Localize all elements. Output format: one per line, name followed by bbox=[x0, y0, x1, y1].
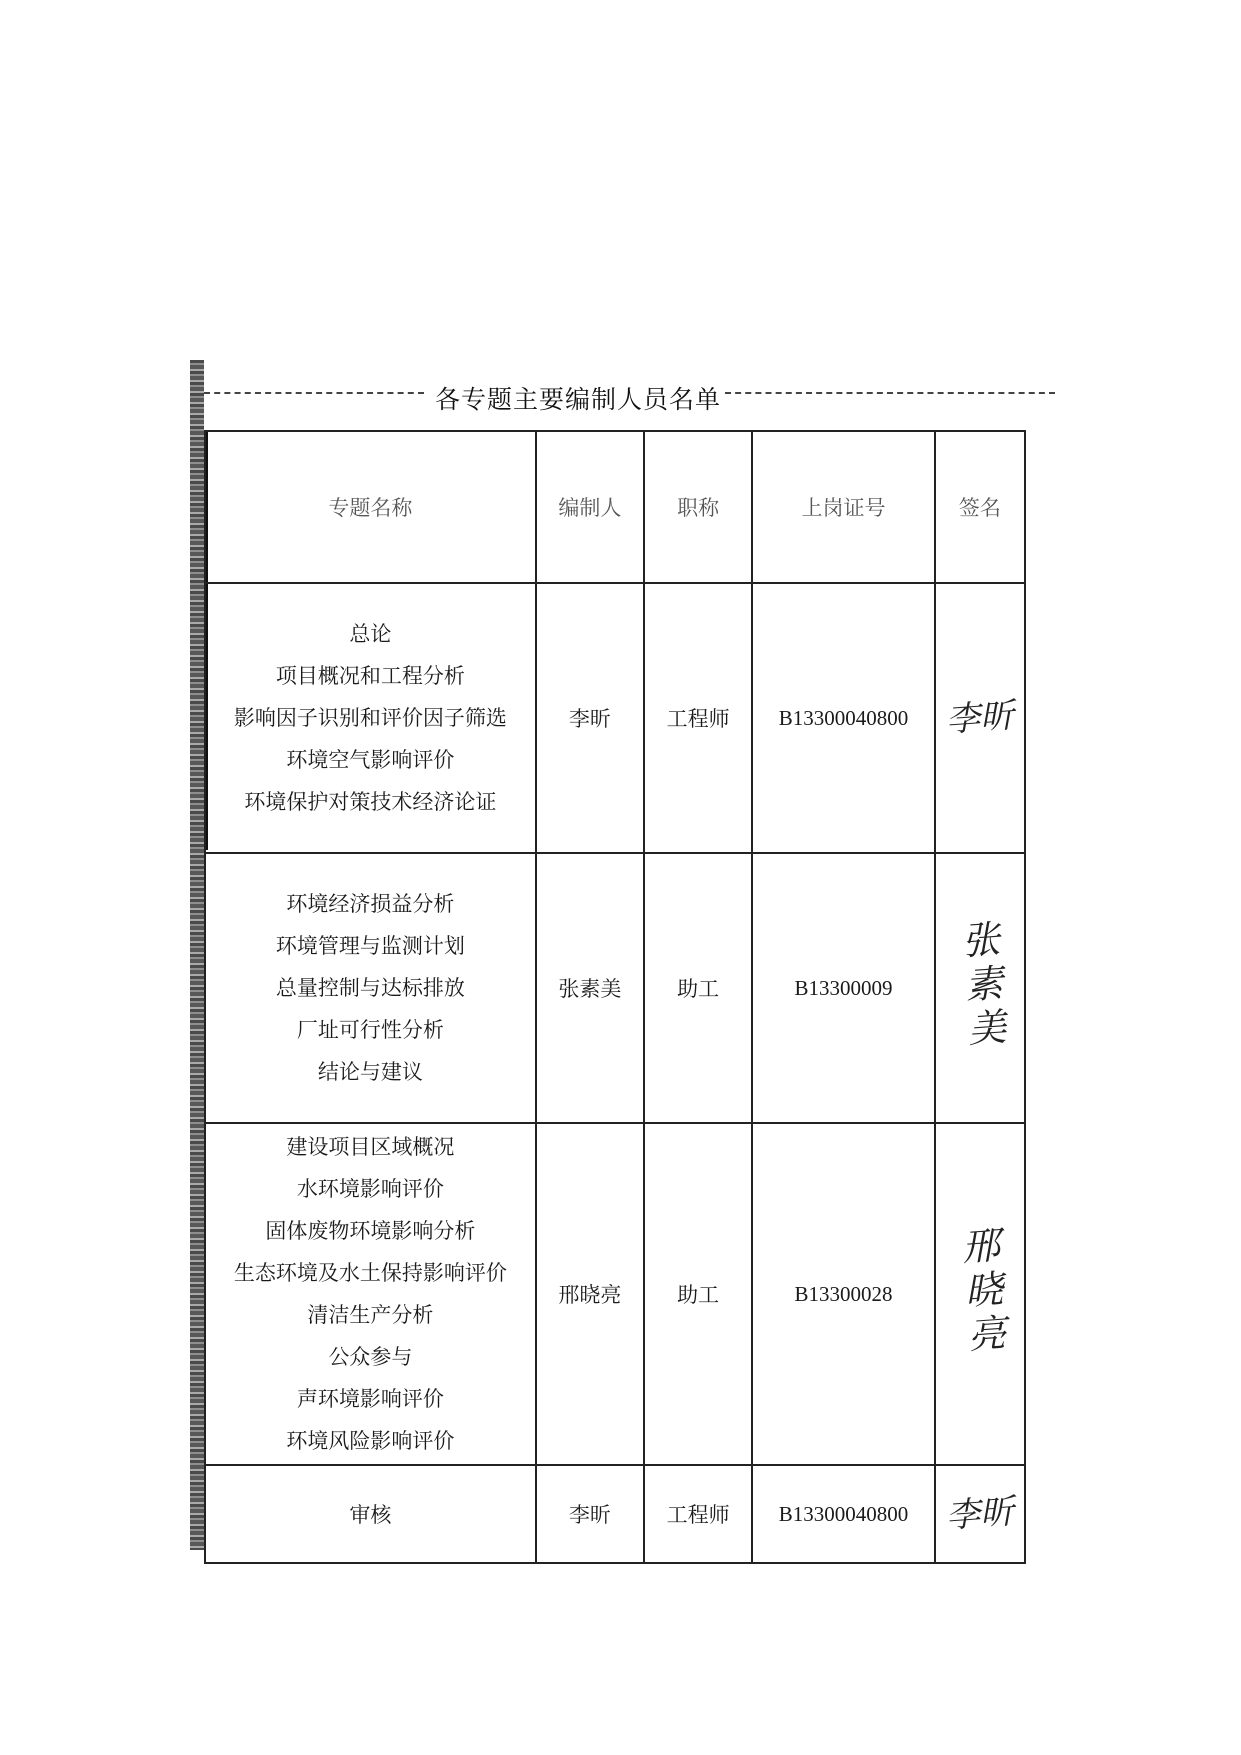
signature-cell bbox=[935, 853, 1025, 1123]
handwritten-signature: 张素美 bbox=[954, 918, 1008, 1053]
topic-item: 生态环境及水土保持影响评价 bbox=[233, 1261, 507, 1285]
topic-list bbox=[206, 1126, 535, 1462]
table-header-row bbox=[205, 431, 1025, 583]
scan-edge-mark bbox=[190, 360, 204, 1550]
header-author: 编制人 bbox=[536, 431, 644, 583]
header-title: 职称 bbox=[644, 431, 752, 583]
title-cell: 助工 bbox=[644, 1123, 752, 1465]
topic-item: 环境管理与监测计划 bbox=[275, 934, 465, 958]
title-rule-left bbox=[204, 392, 424, 394]
topic-item: 环境保护对策技术经济论证 bbox=[244, 790, 497, 814]
author-cell: 邢晓亮 bbox=[536, 1123, 644, 1465]
topic-item: 固体废物环境影响分析 bbox=[265, 1219, 476, 1243]
table-row bbox=[205, 583, 1025, 853]
staff-roster-table bbox=[204, 430, 1026, 1564]
topic-item: 环境空气影响评价 bbox=[286, 748, 455, 772]
review-signature-cell bbox=[935, 1465, 1025, 1563]
topic-item: 清洁生产分析 bbox=[307, 1303, 434, 1327]
table-row bbox=[205, 853, 1025, 1123]
topic-item: 总量控制与达标排放 bbox=[275, 976, 465, 1000]
topic-item: 项目概况和工程分析 bbox=[275, 664, 465, 688]
topic-item: 建设项目区域概况 bbox=[286, 1135, 455, 1159]
cert-cell: B13300040800 bbox=[752, 583, 934, 853]
document-title: 各专题主要编制人员名单 bbox=[434, 385, 721, 414]
header-topic: 专题名称 bbox=[205, 431, 536, 583]
topic-item: 水环境影响评价 bbox=[296, 1177, 444, 1201]
topic-item: 总论 bbox=[349, 622, 392, 646]
cert-cell: B13300028 bbox=[752, 1123, 934, 1465]
topic-item: 厂址可行性分析 bbox=[296, 1018, 444, 1042]
topic-list bbox=[206, 613, 535, 823]
topic-item: 公众参与 bbox=[328, 1345, 413, 1369]
title-cell: 工程师 bbox=[644, 583, 752, 853]
topic-list bbox=[206, 883, 535, 1093]
header-signature: 签名 bbox=[935, 431, 1025, 583]
topic-cell bbox=[205, 1123, 536, 1465]
handwritten-signature: 邢晓亮 bbox=[954, 1224, 1008, 1359]
title-rule-right bbox=[725, 392, 1055, 394]
signature-cell bbox=[935, 583, 1025, 853]
handwritten-signature: 李昕 bbox=[944, 695, 1016, 740]
topic-item: 结论与建议 bbox=[317, 1060, 423, 1084]
topic-item: 环境风险影响评价 bbox=[286, 1429, 455, 1453]
header-cert: 上岗证号 bbox=[752, 431, 934, 583]
topic-item: 影响因子识别和评价因子筛选 bbox=[233, 706, 507, 730]
title-cell: 助工 bbox=[644, 853, 752, 1123]
topic-item: 声环境影响评价 bbox=[296, 1387, 444, 1411]
signature-cell bbox=[935, 1123, 1025, 1465]
author-cell: 张素美 bbox=[536, 853, 644, 1123]
topic-cell bbox=[205, 583, 536, 853]
topic-item: 环境经济损益分析 bbox=[286, 892, 455, 916]
author-cell: 李昕 bbox=[536, 583, 644, 853]
topic-cell bbox=[205, 853, 536, 1123]
review-author-cell: 李昕 bbox=[536, 1465, 644, 1563]
table-row bbox=[205, 1123, 1025, 1465]
review-row bbox=[205, 1465, 1025, 1563]
review-title-cell: 工程师 bbox=[644, 1465, 752, 1563]
review-cert-cell: B13300040800 bbox=[752, 1465, 934, 1563]
cert-cell: B13300009 bbox=[752, 853, 934, 1123]
handwritten-signature: 李昕 bbox=[944, 1491, 1016, 1536]
review-topic-cell: 审核 bbox=[205, 1465, 536, 1563]
